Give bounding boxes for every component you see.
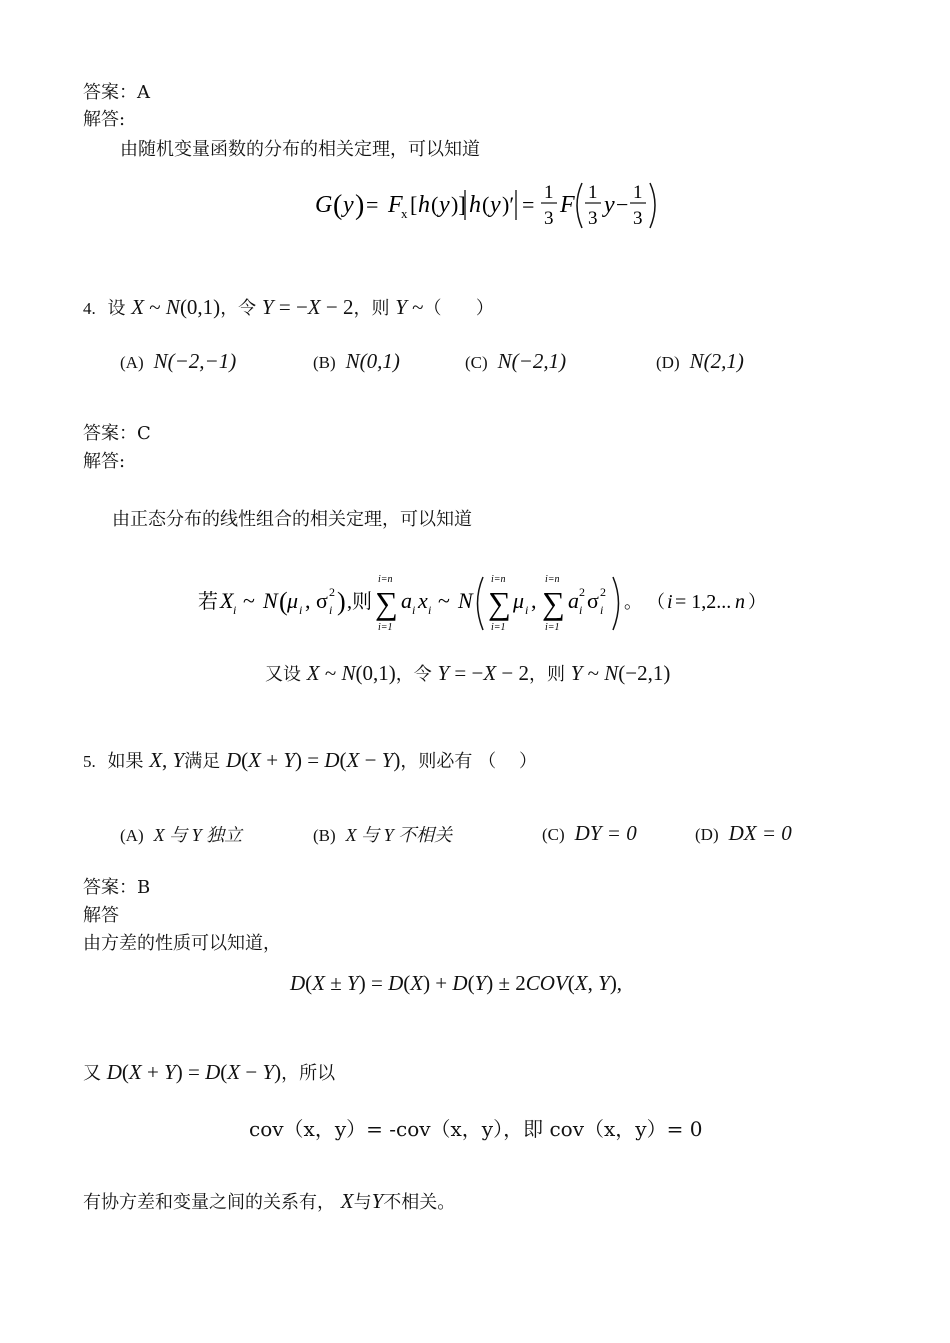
svg-text:i=n: i=n [378, 574, 393, 585]
q3-answer: 答案：A [83, 82, 150, 103]
svg-text:2: 2 [600, 585, 606, 599]
q5-question: 5. 如果 X, Y满足 D(X + Y) = D(X − Y)，则必有 （ ） [83, 748, 537, 772]
svg-text:N: N [263, 588, 278, 613]
q4-formula-1 [195, 570, 775, 635]
svg-text:y: y [604, 192, 615, 218]
q5-option-a: (A) X 与 Y 独立 [120, 825, 243, 845]
svg-text:i=n: i=n [545, 574, 560, 585]
q5-line2: 又 D(X + Y) = D(X − Y)，所以 [83, 1060, 336, 1084]
svg-text:, σ: , σ [305, 588, 328, 613]
svg-text:F: F [388, 192, 403, 218]
svg-text:）: ） [748, 592, 766, 612]
q5-explain-text: 由方差的性质可以知道， [83, 933, 281, 954]
svg-text:a: a [401, 588, 412, 613]
svg-text:2: 2 [579, 585, 585, 599]
svg-text:(: ( [431, 192, 439, 217]
q3-explain-text: 由随机变量函数的分布的相关定理，可以知道 [120, 139, 480, 160]
svg-text:=: = [366, 192, 379, 217]
svg-text:[: [ [410, 192, 418, 217]
svg-text:x: x [418, 588, 428, 613]
svg-text:若: 若 [198, 591, 218, 613]
svg-text:N: N [458, 588, 473, 613]
svg-text:(: ( [279, 587, 288, 616]
q5-explain-label: 解答 [83, 905, 119, 926]
q4-question: 4. 设 X ~ N(0,1)，令 Y = −X − 2，则 Y ~（ ） [83, 295, 494, 319]
svg-text:μ: μ [513, 588, 525, 613]
q4-explain-label: 解答: [83, 451, 126, 472]
svg-text:。: 。 [624, 592, 642, 612]
q5-formula-1: D(X ± Y) = D(X) + D(Y) ± 2COV(X, Y), [290, 971, 623, 995]
svg-text:)]: )] [451, 192, 466, 217]
q5-option-b: (B) X 与 Y 不相关 [313, 825, 453, 845]
svg-text:i: i [233, 603, 237, 617]
svg-text:G: G [315, 192, 333, 218]
svg-text:i=1: i=1 [491, 622, 506, 633]
svg-text:μ: μ [287, 588, 299, 613]
svg-text:): ) [355, 190, 365, 221]
svg-text:3: 3 [588, 208, 598, 229]
svg-text:F: F [560, 192, 575, 218]
q4-explain-text: 由正态分布的线性组合的相关定理，可以知道 [112, 509, 472, 530]
svg-text:= 1,2...: = 1,2... [675, 591, 732, 613]
q4-option-b: (B) N(0,1) [313, 349, 400, 373]
svg-text:i=n: i=n [491, 574, 506, 585]
svg-text:1: 1 [633, 182, 643, 203]
svg-text:i: i [428, 603, 432, 617]
svg-text:~: ~ [243, 588, 255, 613]
svg-text:1: 1 [544, 182, 554, 203]
svg-text:−: − [616, 192, 629, 217]
q5-formula-2: cov（x，y）= -cov（x，y），即 cov（x，y）= 0 [249, 1117, 703, 1141]
svg-text:,则: ,则 [347, 591, 372, 613]
q5-conclusion: 有协方差和变量之间的关系有， X与Y不相关。 [83, 1189, 456, 1213]
q5-option-c: (C) DY = 0 [542, 821, 637, 845]
svg-text:h: h [418, 192, 430, 218]
svg-text:i: i [412, 603, 416, 617]
svg-text:(: ( [482, 192, 490, 217]
svg-text:∑: ∑ [488, 585, 511, 621]
svg-text:2: 2 [329, 585, 335, 599]
svg-text:i: i [600, 603, 604, 617]
svg-text:∑: ∑ [375, 585, 398, 621]
q5-option-d: (D) DX = 0 [695, 821, 792, 845]
q4-answer: 答案：C [83, 423, 151, 444]
svg-text:3: 3 [544, 208, 554, 229]
svg-text:i: i [525, 603, 529, 617]
svg-text:y: y [439, 192, 450, 218]
svg-text:n: n [735, 591, 745, 613]
svg-text:,: , [531, 588, 537, 613]
svg-text:X: X [220, 588, 234, 613]
svg-text:i=1: i=1 [378, 622, 393, 633]
svg-text:y: y [490, 192, 501, 218]
svg-text:h: h [469, 192, 481, 218]
svg-text:i: i [299, 603, 303, 617]
svg-text:y: y [343, 192, 354, 218]
q4-option-a: (A) N(−2,−1) [120, 349, 237, 373]
svg-text:(: ( [333, 190, 343, 221]
q4-option-c: (C) N(−2,1) [465, 349, 567, 373]
svg-text:x: x [401, 206, 408, 221]
svg-text:∑: ∑ [542, 585, 565, 621]
q3-formula [300, 170, 660, 240]
q5-answer: 答案：B [83, 877, 151, 898]
svg-text:)′: )′ [502, 192, 515, 217]
svg-text:（: （ [647, 592, 665, 612]
q4-option-d: (D) N(2,1) [656, 349, 744, 373]
svg-text:i: i [579, 603, 583, 617]
svg-text:i: i [329, 603, 333, 617]
svg-text:σ: σ [587, 588, 599, 613]
svg-text:~: ~ [438, 588, 450, 613]
svg-text:i: i [667, 591, 673, 613]
q3-explain-label: 解答: [83, 109, 126, 130]
svg-text:a: a [568, 588, 579, 613]
svg-text:1: 1 [588, 182, 598, 203]
svg-text:3: 3 [633, 208, 643, 229]
q4-formula-2: 又设 X ~ N(0,1)，令 Y = −X − 2，则 Y ~ N(−2,1) [265, 661, 671, 685]
svg-text:i=1: i=1 [545, 622, 560, 633]
svg-text:=: = [522, 192, 535, 217]
svg-text:): ) [337, 587, 346, 616]
